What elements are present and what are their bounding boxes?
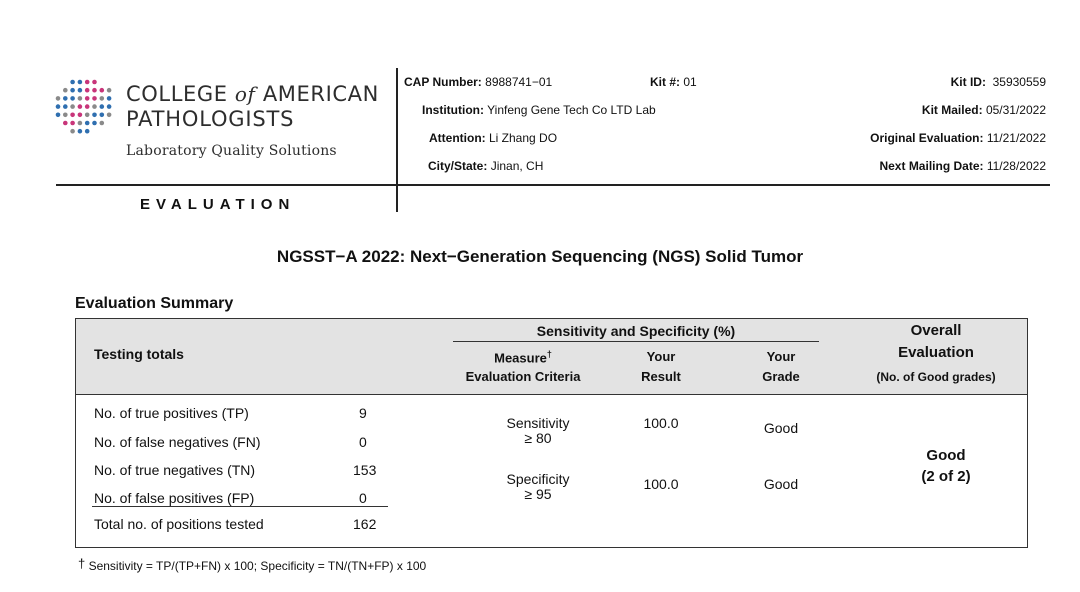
totals-row-value: 153 <box>353 462 377 478</box>
next-mailing-value: 11/28/2022 <box>986 159 1046 173</box>
totals-row-value: 9 <box>359 405 367 421</box>
logo-tagline: Laboratory Quality Solutions <box>126 143 337 159</box>
totals-row-label: No. of false negatives (FN) <box>94 434 261 450</box>
sens-spec-header: Sensitivity and Specificity (%) <box>536 323 736 339</box>
your-result-header-line1: Your <box>646 349 676 364</box>
measure-name: Sensitivity <box>506 415 570 431</box>
summary-header-row <box>76 319 1027 395</box>
totals-sum-rule <box>92 506 388 507</box>
overall-grade: Good <box>926 447 966 464</box>
kit-id-value: 35930559 <box>992 75 1046 89</box>
evaluation-heading: EVALUATION <box>140 196 296 213</box>
cap-logo-dots-icon <box>54 78 114 136</box>
totals-row-label: Total no. of positions tested <box>94 516 264 532</box>
institution-field: Institution: Yinfeng Gene Tech Co LTD Lab <box>422 103 656 117</box>
overall-count: (2 of 2) <box>921 468 971 485</box>
measure-criteria: ≥ 95 <box>524 486 552 502</box>
overall-header-line1: Overall <box>910 322 962 339</box>
totals-row-value: 162 <box>353 516 377 532</box>
next-mailing-field: Next Mailing Date: 11/28/2022 <box>879 159 1046 173</box>
totals-row-label: No. of true positives (TP) <box>94 405 249 421</box>
original-evaluation-value: 11/21/2022 <box>986 131 1046 145</box>
logo-line-1: COLLEGE of AMERICAN <box>126 82 379 106</box>
kit-mailed-field: Kit Mailed: 05/31/2022 <box>921 103 1046 117</box>
kit-number-value: 01 <box>683 75 697 89</box>
logo-line-2: PATHOLOGISTS <box>126 107 295 131</box>
measure-name: Specificity <box>506 471 570 487</box>
city-state-value: Jinan, CH <box>490 159 544 173</box>
totals-row-value: 0 <box>359 490 367 506</box>
institution-value: Yinfeng Gene Tech Co LTD Lab <box>487 103 656 117</box>
totals-row-label: No. of false positives (FP) <box>94 490 255 506</box>
sens-spec-rule <box>453 341 819 342</box>
cap-logo <box>126 82 379 162</box>
header-divider <box>56 184 1050 186</box>
measure-header: Measure† <box>494 349 552 366</box>
evaluation-summary-title: Evaluation Summary <box>75 295 234 312</box>
header-vertical-divider <box>396 68 398 212</box>
totals-row-value: 0 <box>359 434 367 450</box>
measure-result: 100.0 <box>643 476 679 492</box>
cap-number-field: CAP Number: 8988741−01 <box>404 75 553 89</box>
kit-number-field: Kit #: 01 <box>650 75 697 89</box>
evaluation-criteria-header: Evaluation Criteria <box>465 369 581 384</box>
attention-field: Attention: Li Zhang DO <box>429 131 558 145</box>
measure-grade: Good <box>763 420 799 436</box>
cap-number-value: 8988741−01 <box>485 75 553 89</box>
measure-result: 100.0 <box>643 415 679 431</box>
measure-criteria: ≥ 80 <box>524 430 552 446</box>
totals-row-label: No. of true negatives (TN) <box>94 462 256 478</box>
attention-value: Li Zhang DO <box>489 131 558 145</box>
overall-header-line3: (No. of Good grades) <box>876 370 996 384</box>
evaluation-summary-table <box>75 318 1028 548</box>
testing-totals-header: Testing totals <box>94 346 184 362</box>
formula-footnote: † Sensitivity = TP/(TP+FN) x 100; Specificity = TN/(TN+FP) x 100 <box>78 556 427 573</box>
original-evaluation-field: Original Evaluation: 11/21/2022 <box>870 131 1046 145</box>
your-result-header-line2: Result <box>641 369 681 384</box>
kit-id-field: Kit ID: 35930559 <box>950 75 1046 89</box>
document-title: NGSST−A 2022: Next−Generation Sequencing (NGS) Solid Tumor <box>276 247 804 266</box>
city-state-field: City/State: Jinan, CH <box>428 159 544 173</box>
your-grade-header-line2: Grade <box>762 369 800 384</box>
measure-grade: Good <box>763 476 799 492</box>
overall-header-line2: Evaluation <box>898 344 974 361</box>
your-grade-header-line1: Your <box>766 349 796 364</box>
kit-mailed-value: 05/31/2022 <box>985 103 1046 117</box>
